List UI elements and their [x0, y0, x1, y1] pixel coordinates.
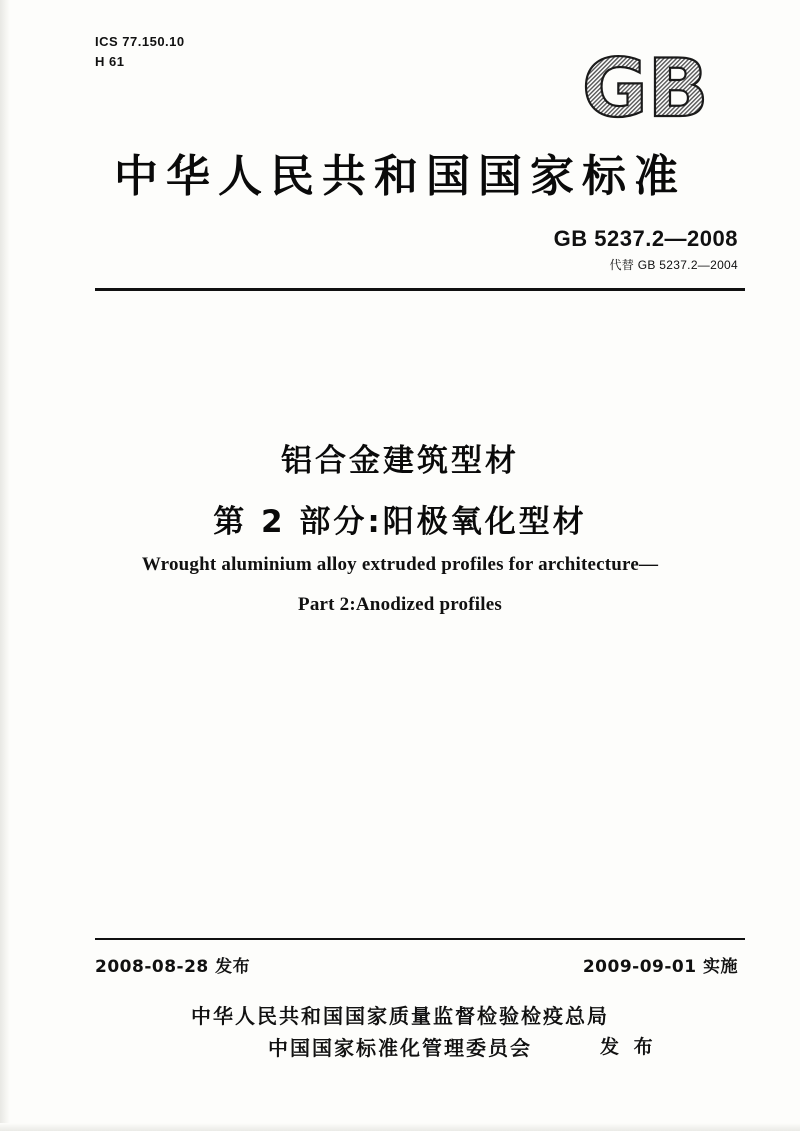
- scan-edge-bottom: [0, 1123, 800, 1131]
- publisher-block: [0, 1000, 800, 1064]
- page-title: 中华人民共和国国家标准: [114, 151, 686, 202]
- publisher-line-1: 中华人民共和国国家质量监督检验检疫总局: [191, 1004, 609, 1028]
- document-title-en-line2: Part 2:Anodized profiles: [298, 594, 502, 615]
- document-title-en: [0, 554, 800, 616]
- standard-number: GB 5237.2—2008: [553, 226, 738, 251]
- publish-word: 发 布: [600, 1036, 657, 1058]
- standard-number-block: [554, 226, 738, 273]
- effective-date: 2009-09-01 实施: [582, 957, 738, 977]
- divider-bottom: [95, 938, 745, 940]
- svg-text:GB: GB: [582, 46, 709, 124]
- issue-date: 2008-08-28 发布: [95, 957, 251, 977]
- gb-national-standard-emblem-icon: [582, 46, 742, 124]
- document-title-cn-line1: 铝合金建筑型材: [281, 443, 519, 479]
- document-title-cn: [0, 435, 800, 541]
- document-title-en-line1: Wrought aluminium alloy extruded profiles for architecture—: [141, 554, 659, 575]
- classification-code: H 61: [95, 54, 125, 69]
- publisher-line-2: 中国国家标准化管理委员会: [268, 1036, 532, 1060]
- ics-classification-block: [95, 32, 185, 72]
- ics-code: ICS 77.150.10: [95, 34, 185, 49]
- document-title-cn-line2: 第 2 部分:阳极氧化型材: [213, 504, 587, 540]
- standard-replaces: 代替 GB 5237.2—2004: [609, 258, 738, 272]
- divider-top: [95, 288, 745, 291]
